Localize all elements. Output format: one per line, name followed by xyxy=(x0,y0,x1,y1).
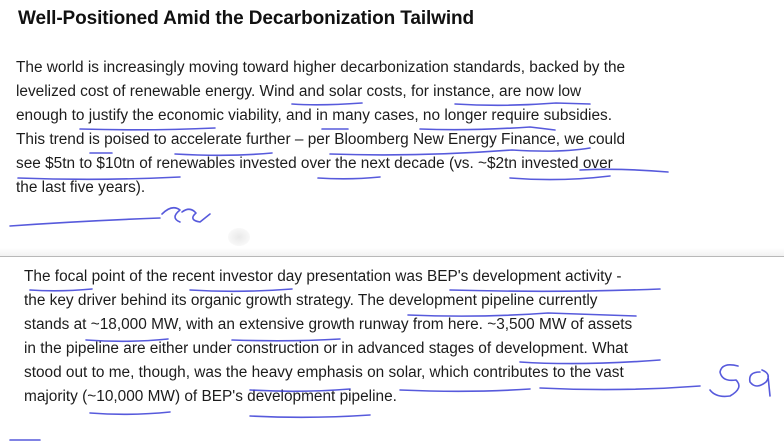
scan-smudge xyxy=(228,228,250,246)
ink-underline xyxy=(10,218,160,226)
paragraph-line: in the pipeline are either under construction or in advanced stages of development. What xyxy=(24,340,629,357)
paragraph-line: the key driver behind its organic growth strategy. The development pipeline currently xyxy=(24,292,598,309)
paragraph-line: levelized cost of renewable energy. Wind and solar costs, for instance, are now low xyxy=(16,83,582,100)
paragraph-line: stands at ~18,000 MW, with an extensive growth runway from here. ~3,500 MW of assets xyxy=(24,316,633,333)
ink-underline xyxy=(330,148,590,155)
ink-underline xyxy=(292,103,362,105)
ink-underline xyxy=(90,412,170,414)
ink-underline xyxy=(450,289,660,291)
page-divider xyxy=(0,256,784,257)
ink-margin-mark xyxy=(750,370,770,396)
ink-underline xyxy=(420,127,555,130)
ink-underline xyxy=(318,177,380,179)
ink-underline xyxy=(190,289,292,291)
page-title: Well-Positioned Amid the Decarbonization Tailwind xyxy=(18,8,475,29)
paragraph-line: enough to justify the economic viability, and in many cases, no longer require subsidies. xyxy=(16,107,613,124)
paragraph-line: the last five years). xyxy=(16,179,146,196)
ink-margin-mark xyxy=(162,208,210,222)
ink-underline xyxy=(250,415,370,417)
paragraph-line: see $5tn to $10tn of renewables invested over the next decade (vs. ~$2tn invested over xyxy=(16,155,613,172)
page-fold-shadow xyxy=(0,248,784,256)
paragraph-line: This trend is poised to accelerate further – per Bloomberg New Energy Finance, we could xyxy=(16,131,626,148)
ink-margin-mark xyxy=(710,365,739,397)
ink-underline xyxy=(510,176,610,180)
paragraph-line: The world is increasingly moving toward higher decarbonization standards, backed by the xyxy=(16,59,626,76)
ink-underline xyxy=(455,103,590,105)
paragraph-line: The focal point of the recent investor day presentation was BEP's development activity - xyxy=(24,268,622,285)
ink-underline xyxy=(400,389,530,391)
ink-underline xyxy=(80,128,215,130)
ink-underline xyxy=(30,289,92,291)
ink-underline xyxy=(540,386,700,390)
paragraph-line: stood out to me, though, was the heavy emphasis on solar, which contributes to the vast xyxy=(24,364,624,381)
paragraph-line: majority (~10,000 MW) of BEP's development pipeline. xyxy=(24,388,397,405)
